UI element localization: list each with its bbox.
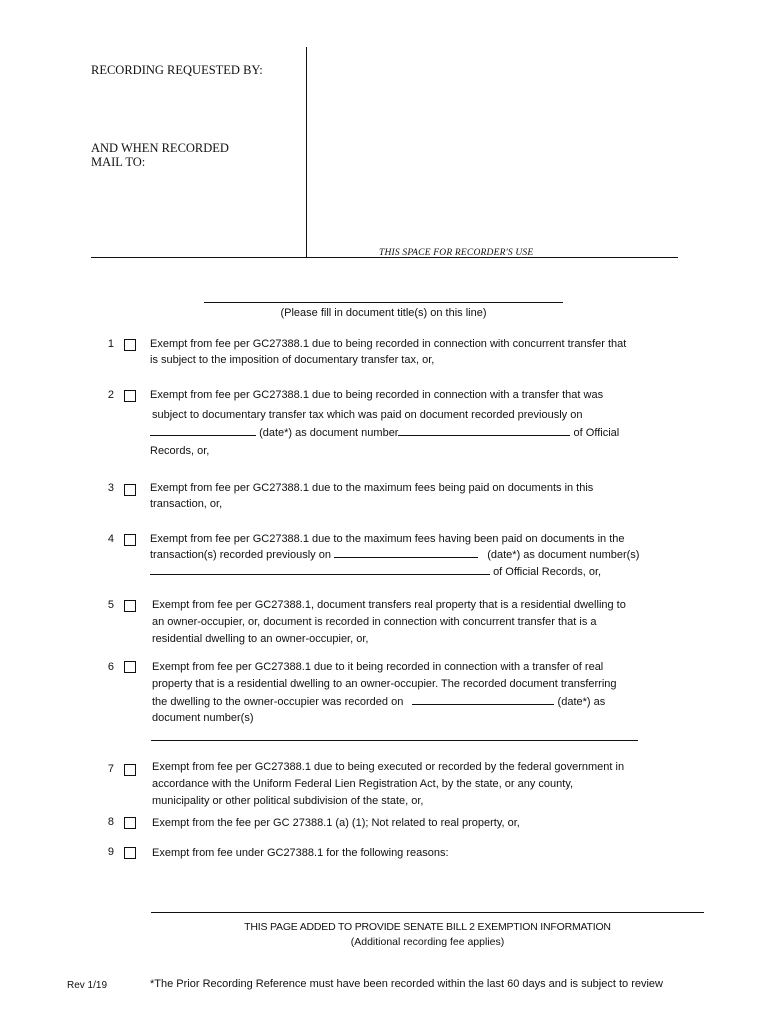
item-number: 3 bbox=[107, 482, 114, 494]
item-2-line3 bbox=[150, 424, 619, 442]
item-5-line1: Exempt from fee per GC27388.1, document transfers real property that is a residential dwelling to bbox=[152, 599, 626, 611]
item-3-line1: Exempt from fee per GC27388.1 due to the maximum fees being paid on documents in this bbox=[150, 482, 594, 494]
item-7-line2: accordance with the Uniform Federal Lien Registration Act, by the state, or any county, bbox=[152, 778, 574, 790]
header-vertical-divider bbox=[306, 47, 307, 258]
item-2-docnum-blank[interactable] bbox=[398, 424, 570, 436]
document-title-note: (Please fill in document title(s) on this line) bbox=[280, 307, 487, 319]
item-4-line2 bbox=[150, 546, 639, 564]
item-2-line2: subject to documentary transfer tax which was paid on document recorded previously on bbox=[152, 409, 583, 421]
prior-recording-note: *The Prior Recording Reference must have been recorded within the last 60 days and is subject to review bbox=[150, 978, 663, 990]
item-7-line3: municipality or other political subdivision of the state, or, bbox=[152, 795, 424, 807]
item-9-line1: Exempt from fee under GC27388.1 for the following reasons: bbox=[152, 847, 449, 859]
item-8-line1: Exempt from the fee per GC 27388.1 (a) (1); Not related to real property, or, bbox=[152, 817, 520, 829]
additional-fee-note: (Additional recording fee applies) bbox=[350, 936, 505, 948]
item-6-checkbox[interactable] bbox=[124, 661, 136, 673]
item-6-line3 bbox=[152, 693, 605, 711]
item-4-date-blank[interactable] bbox=[334, 546, 478, 558]
item-2-line4: Records, or, bbox=[150, 445, 210, 457]
recording-requested-by-label: RECORDING REQUESTED BY: bbox=[91, 63, 263, 77]
item-8-checkbox[interactable] bbox=[124, 817, 136, 829]
item-number: 7 bbox=[107, 763, 114, 775]
recorder-space-label: THIS SPACE FOR RECORDER'S USE bbox=[379, 248, 534, 258]
item-4-line1: Exempt from fee per GC27388.1 due to the maximum fees having been paid on documents in the bbox=[150, 533, 625, 545]
item-6-line4: document number(s) bbox=[152, 712, 254, 724]
item-number: 4 bbox=[107, 533, 114, 545]
item-2-line1: Exempt from fee per GC27388.1 due to being recorded in connection with a transfer that was bbox=[150, 389, 604, 401]
item-4-docnum-blank[interactable] bbox=[150, 563, 490, 575]
item-5-checkbox[interactable] bbox=[124, 600, 136, 612]
item-number: 5 bbox=[107, 599, 114, 611]
item-5-line2: an owner-occupier, or, document is recorded in connection with concurrent transfer that is a bbox=[152, 616, 597, 628]
item-6-date-blank[interactable] bbox=[412, 693, 554, 705]
item-number: 6 bbox=[107, 661, 114, 673]
document-title-line[interactable] bbox=[204, 302, 563, 303]
item-1-line2: is subject to the imposition of documentary transfer tax, or, bbox=[150, 354, 435, 366]
item-number: 9 bbox=[107, 846, 114, 858]
item-4-docnum-label: (date*) as document number(s) bbox=[487, 549, 640, 561]
item-6-line1: Exempt from fee per GC27388.1 due to it being recorded in connection with a transfer of real bbox=[152, 661, 604, 673]
item-number: 1 bbox=[107, 338, 114, 350]
item-6-recorded-label: the dwelling to the owner-occupier was recorded on bbox=[152, 696, 404, 708]
item-4-recorded-label: transaction(s) recorded previously on bbox=[150, 549, 331, 561]
item-2-date-label: (date*) as document number bbox=[259, 427, 399, 439]
item-2-date-blank[interactable] bbox=[150, 424, 256, 436]
item-6-line2: property that is a residential dwelling to an owner-occupier. The recorded document transferring bbox=[152, 678, 617, 690]
item-number: 8 bbox=[107, 816, 114, 828]
item-number: 2 bbox=[107, 389, 114, 401]
item-2-checkbox[interactable] bbox=[124, 390, 136, 402]
item-4-line3 bbox=[150, 563, 601, 581]
item-5-line3: residential dwelling to an owner-occupier, or, bbox=[152, 633, 369, 645]
when-recorded-label-line2: MAIL TO: bbox=[91, 155, 146, 169]
item-4-checkbox[interactable] bbox=[124, 534, 136, 546]
revision-label: Rev 1/19 bbox=[67, 980, 108, 991]
page-added-note: THIS PAGE ADDED TO PROVIDE SENATE BILL 2 EXEMPTION INFORMATION bbox=[244, 921, 611, 933]
item-6-date-label: (date*) as bbox=[557, 696, 606, 708]
item-7-line1: Exempt from fee per GC27388.1 due to being executed or recorded by the federal government in bbox=[152, 761, 625, 773]
item-7-checkbox[interactable] bbox=[124, 764, 136, 776]
item-9-checkbox[interactable] bbox=[124, 847, 136, 859]
item-4-official-label: of Official Records, or, bbox=[493, 566, 602, 578]
item-3-checkbox[interactable] bbox=[124, 484, 136, 496]
when-recorded-label-line1: AND WHEN RECORDED bbox=[91, 141, 229, 155]
item-1-checkbox[interactable] bbox=[124, 339, 136, 351]
item-6-docnum-blank[interactable] bbox=[151, 740, 638, 741]
item-2-official-label: of Official bbox=[573, 427, 620, 439]
reasons-line[interactable] bbox=[151, 912, 704, 913]
item-3-line2: transaction, or, bbox=[150, 498, 223, 510]
item-1-line1: Exempt from fee per GC27388.1 due to being recorded in connection with concurrent transfer that bbox=[150, 338, 627, 350]
